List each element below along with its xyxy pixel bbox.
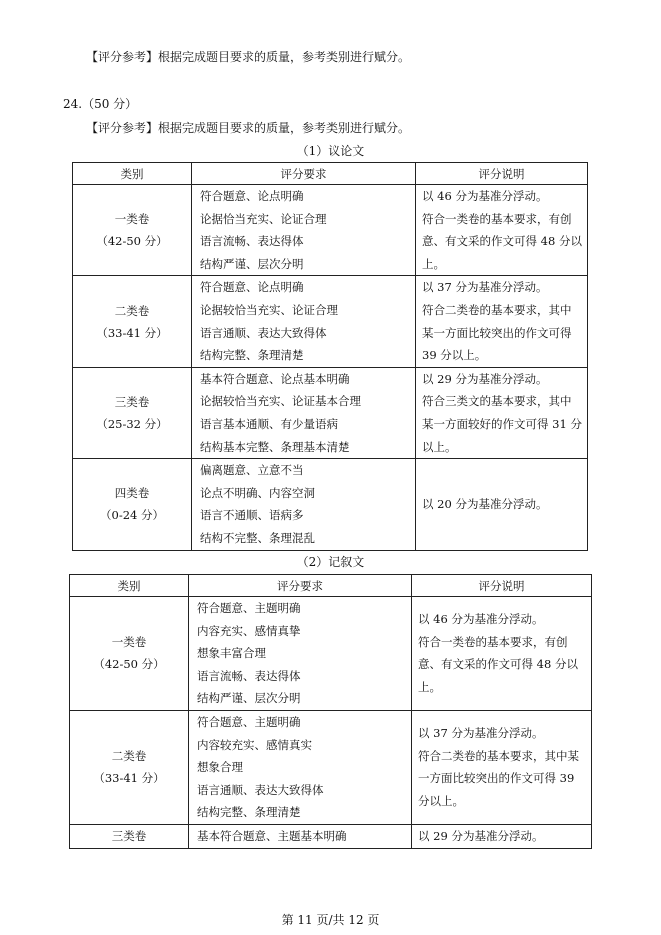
requirement-line: 语言不通顺、语病多 — [200, 508, 304, 523]
requirement-line: 结构严谨、层次分明 — [200, 256, 304, 271]
requirements-cell — [189, 597, 412, 711]
argumentative-scoring-table — [72, 162, 588, 551]
note-line: 以上。 — [422, 439, 457, 454]
requirement-line: 语言通顺、表达大致得体 — [197, 782, 324, 797]
requirements-cell — [192, 276, 416, 367]
intro-line: 【评分参考】根据完成题目要求的质量，参考类别进行赋分。 — [86, 50, 411, 64]
note-line: 符合一类卷的基本要求，有创 — [422, 211, 572, 226]
note-line: 符合一类卷的基本要求，有创 — [418, 634, 568, 649]
notes-cell — [416, 367, 588, 458]
requirement-line: 语言流畅、表达得体 — [197, 668, 301, 683]
requirements-cell — [192, 367, 416, 458]
requirements-cell — [189, 824, 412, 848]
narrative-scoring-table — [69, 574, 592, 849]
header-requirements: 评分要求 — [189, 575, 412, 597]
note-line: 分以上。 — [418, 794, 464, 809]
requirement-line: 论据恰当充实、论证合理 — [200, 211, 327, 226]
requirements-cell — [189, 710, 412, 824]
requirement-line: 结构不完整、条理混乱 — [200, 530, 315, 545]
table-row — [73, 276, 588, 367]
note-line: 一方面比较突出的作文可得 39 — [418, 771, 575, 786]
requirement-line: 结构完整、条理清楚 — [197, 805, 301, 820]
requirement-line: 想象丰富合理 — [197, 646, 266, 661]
notes-cell — [416, 459, 588, 550]
note-line: 符合二类卷的基本要求，其中 — [422, 302, 572, 317]
category-name: 一类卷 — [114, 212, 150, 227]
requirement-line: 论据较恰当充实、论证基本合理 — [200, 394, 361, 409]
note-line: 以 37 分为基准分浮动。 — [422, 280, 548, 295]
table-row — [73, 459, 588, 550]
category-cell — [70, 710, 189, 824]
requirement-line: 基本符合题意、论点基本明确 — [200, 371, 350, 386]
table-row — [70, 824, 592, 848]
page-footer: 第 11 页/共 12 页 — [281, 913, 380, 927]
requirements-cell — [192, 185, 416, 276]
notes-cell — [416, 276, 588, 367]
note-line: 某一方面较好的作文可得 31 分 — [422, 416, 582, 431]
requirement-line: 结构严谨、层次分明 — [197, 691, 301, 706]
notes-cell — [412, 710, 592, 824]
note-line: 以 29 分为基准分浮动。 — [422, 371, 548, 386]
table-row — [73, 367, 588, 458]
category-name: 二类卷 — [114, 303, 150, 318]
note-line: 以 29 分为基准分浮动。 — [418, 828, 544, 843]
question-ref-line: 【评分参考】根据完成题目要求的质量，参考类别进行赋分。 — [86, 121, 411, 135]
requirement-line: 基本符合题意、主题基本明确 — [197, 828, 347, 843]
requirement-line: 论点不明确、内容空洞 — [200, 485, 315, 500]
requirement-line: 符合题意、主题明确 — [197, 601, 301, 615]
requirement-line: 内容充实、感情真挚 — [197, 623, 301, 638]
category-cell — [73, 276, 192, 367]
requirement-line: 想象合理 — [197, 760, 243, 775]
requirement-line: 符合题意、论点明确 — [200, 189, 304, 203]
question-label: 24.（50 分） — [63, 97, 138, 111]
category-cell — [70, 824, 189, 848]
table-row — [70, 710, 592, 824]
category-name: 三类卷 — [111, 829, 147, 844]
note-line: 符合三类文的基本要求，其中 — [422, 394, 572, 409]
requirement-line: 结构基本完整、条理基本清楚 — [200, 439, 350, 454]
note-line: 以 20 分为基准分浮动。 — [422, 497, 548, 512]
notes-cell — [416, 185, 588, 276]
category-cell — [73, 367, 192, 458]
note-line: 符合二类卷的基本要求，其中某 — [418, 748, 579, 763]
requirement-line: 论据较恰当充实、论证合理 — [200, 302, 338, 317]
category-name: 二类卷 — [111, 749, 147, 764]
category-name: 一类卷 — [111, 635, 147, 650]
category-cell — [73, 185, 192, 276]
table1-caption: （1）议论文 — [296, 144, 365, 158]
note-line: 意、有文采的作文可得 48 分以 — [418, 657, 578, 672]
category-name: 四类卷 — [114, 486, 150, 501]
requirement-line: 内容较充实、感情真实 — [197, 737, 312, 752]
header-notes: 评分说明 — [412, 575, 592, 597]
table2-caption: （2）记叙文 — [296, 555, 365, 569]
header-category: 类别 — [70, 575, 189, 597]
requirement-line: 语言通顺、表达大致得体 — [200, 325, 327, 340]
score-range: （25-32 分） — [96, 416, 168, 431]
category-cell — [73, 459, 192, 550]
table-row — [73, 185, 588, 276]
note-line: 以 46 分为基准分浮动。 — [418, 612, 544, 627]
table-row — [70, 597, 592, 711]
note-line: 上。 — [422, 256, 445, 271]
note-line: 39 分以上。 — [422, 348, 487, 363]
note-line: 以 46 分为基准分浮动。 — [422, 189, 548, 203]
note-line: 上。 — [418, 680, 441, 695]
requirement-line: 结构完整、条理清楚 — [200, 348, 304, 363]
score-range: （42-50 分） — [96, 234, 168, 249]
note-line: 以 37 分为基准分浮动。 — [418, 726, 544, 741]
category-name: 三类卷 — [114, 394, 150, 409]
requirement-line: 语言流畅、表达得体 — [200, 234, 304, 249]
header-notes: 评分说明 — [416, 163, 588, 185]
header-category: 类别 — [73, 163, 192, 185]
score-range: （0-24 分） — [100, 508, 164, 523]
requirement-line: 语言基本通顺、有少量语病 — [200, 416, 338, 431]
notes-cell — [412, 597, 592, 711]
notes-cell — [412, 824, 592, 848]
header-requirements: 评分要求 — [192, 163, 416, 185]
requirement-line: 偏离题意、立意不当 — [200, 463, 304, 478]
requirement-line: 符合题意、主题明确 — [197, 714, 301, 729]
note-line: 意、有文采的作文可得 48 分以 — [422, 234, 582, 249]
requirement-line: 符合题意、论点明确 — [200, 280, 304, 295]
score-range: （42-50 分） — [93, 657, 165, 672]
requirements-cell — [192, 459, 416, 550]
category-cell — [70, 597, 189, 711]
score-range: （33-41 分） — [93, 771, 165, 786]
note-line: 某一方面比较突出的作文可得 — [422, 325, 572, 340]
score-range: （33-41 分） — [96, 325, 168, 340]
